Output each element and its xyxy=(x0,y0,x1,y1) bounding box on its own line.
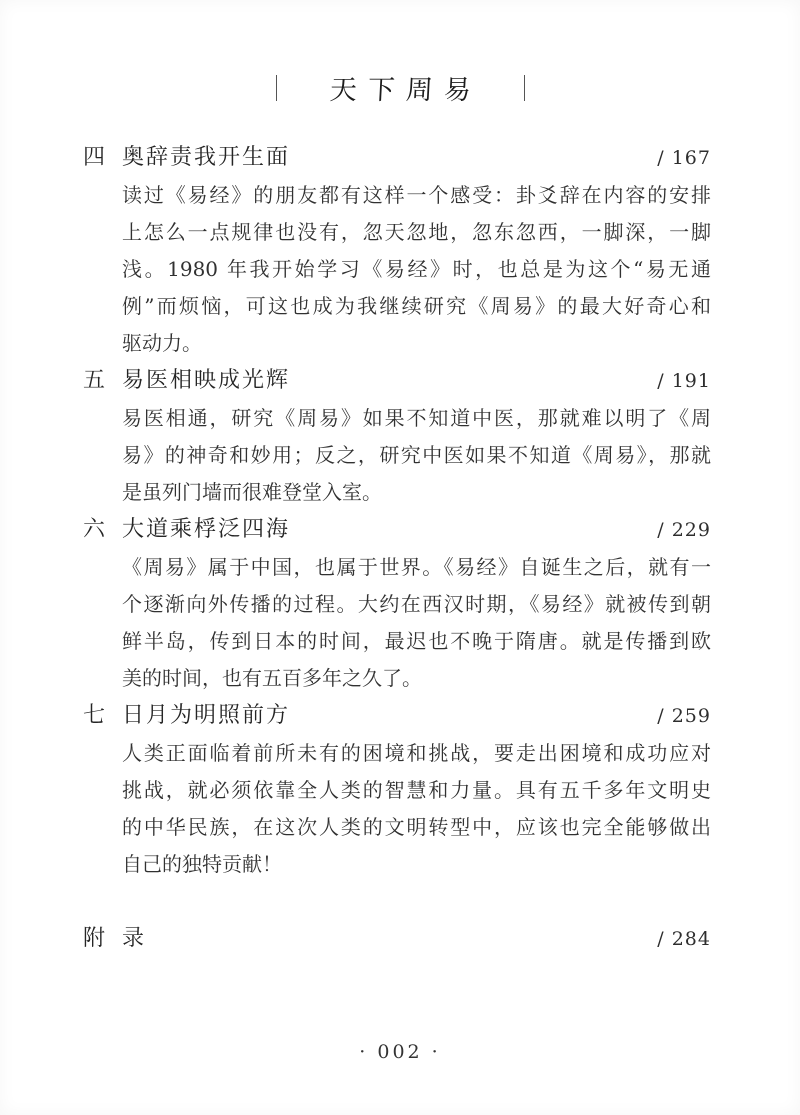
toc-entry-heading xyxy=(83,920,711,958)
page-footer xyxy=(0,1041,800,1063)
toc-entry-6 xyxy=(83,511,711,697)
summary-line: 易医相通，研究《周易》如果不知道中医，那就难以明了《周 xyxy=(122,406,711,430)
summary-line: 上怎么一点规律也没有，忽天忽地，忽东忽西，一脚深，一脚 xyxy=(122,220,711,244)
entry-summary xyxy=(122,177,711,362)
summary-line: 易》的神奇和妙用；反之，研究中医如果不知道《周易》，那就 xyxy=(122,443,711,467)
summary-line: 美的时间，也有五百多年之久了。 xyxy=(122,666,422,690)
entry-number: 七 xyxy=(83,703,106,728)
summary-line: 鲜半岛，传到日本的时间，最迟也不晚于隋唐。就是传播到欧 xyxy=(122,629,711,653)
entry-page-number: / 167 xyxy=(657,147,711,169)
summary-line: 自己的独特贡献！ xyxy=(122,852,282,876)
entry-title: 日月为明照前方 xyxy=(122,703,291,728)
toc-entry-heading xyxy=(83,362,711,400)
book-title: 天下周易 xyxy=(328,75,483,106)
summary-line: 是虽列门墙而很难登堂入室。 xyxy=(122,480,382,504)
toc-entry-5 xyxy=(83,362,711,511)
summary-line: 挑战，就必须依靠全人类的智慧和力量。具有五千多年文明史 xyxy=(122,778,711,802)
entry-number: 四 xyxy=(83,145,106,170)
summary-line: 人类正面临着前所未有的困境和挑战，要走出困境和成功应对 xyxy=(122,741,711,765)
summary-line: 浅。1980 年我开始学习《易经》时，也总是为这个“易无通 xyxy=(122,257,711,281)
page-header xyxy=(0,68,800,107)
summary-line: 个逐渐向外传播的过程。大约在西汉时期，《易经》就被传到朝 xyxy=(122,592,711,616)
entry-page-number: / 259 xyxy=(657,705,711,727)
entry-page-number: / 284 xyxy=(657,928,711,950)
toc-entry-heading xyxy=(83,697,711,735)
table-of-contents xyxy=(83,139,711,958)
folio-page-number: · 002 · xyxy=(359,1041,441,1063)
toc-entry-7 xyxy=(83,697,711,883)
entry-number: 附 xyxy=(83,926,106,951)
entry-number: 六 xyxy=(83,517,106,542)
entry-summary xyxy=(122,400,711,511)
entry-page-number: / 229 xyxy=(657,519,711,541)
entry-title: 奥辞责我开生面 xyxy=(122,145,291,170)
toc-entry-heading xyxy=(83,511,711,549)
entry-summary xyxy=(122,735,711,883)
summary-line: 《周易》属于中国，也属于世界。《易经》自诞生之后，就有一 xyxy=(122,555,711,579)
summary-line: 的中华民族，在这次人类的文明转型中，应该也完全能够做出 xyxy=(122,815,711,839)
entry-title: 大道乘桴泛四海 xyxy=(122,517,291,542)
summary-line: 例”而烦恼，可这也成为我继续研究《周易》的最大好奇心和 xyxy=(122,294,711,318)
toc-entry-heading xyxy=(83,139,711,177)
summary-line: 驱动力。 xyxy=(122,331,202,355)
entry-summary xyxy=(122,549,711,697)
header-right-bar-icon xyxy=(524,75,525,101)
entry-title: 录 xyxy=(122,926,147,951)
toc-entry-4 xyxy=(83,139,711,362)
summary-line: 读过《易经》的朋友都有这样一个感受：卦爻辞在内容的安排 xyxy=(122,183,711,207)
entry-page-number: / 191 xyxy=(657,370,711,392)
toc-entry-appendix xyxy=(83,920,711,958)
header-left-bar-icon xyxy=(276,75,277,101)
entry-title: 易医相映成光辉 xyxy=(122,368,291,393)
entry-number: 五 xyxy=(83,368,106,393)
